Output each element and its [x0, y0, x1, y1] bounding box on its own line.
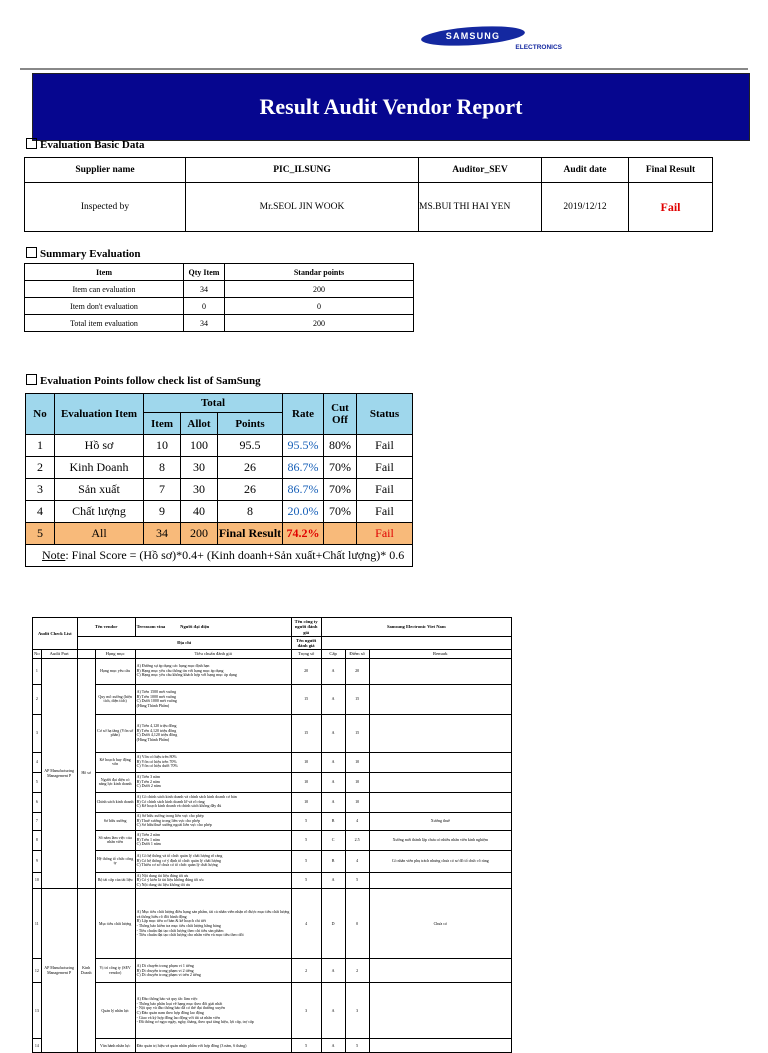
grade-cell: A: [321, 792, 345, 812]
grade-cell: A: [321, 714, 345, 752]
remark-cell: Chưa có: [369, 889, 511, 959]
audit-date-header: Audit date: [542, 158, 629, 183]
note-label: Note: [42, 548, 66, 562]
cell: 7: [144, 479, 181, 501]
item-cell: Số năm làm việc của nhân viên: [95, 830, 135, 850]
note-row: [26, 545, 413, 567]
row-no: 3: [33, 714, 42, 752]
col-grade: Cấp: [321, 650, 345, 658]
score-cell: 5: [345, 872, 369, 889]
standard-points-header: Standar points: [225, 264, 414, 281]
item-cell: Kế hoạch huy động vốn: [95, 752, 135, 772]
table-row: [33, 792, 512, 812]
final-rate: 74.2%: [283, 523, 324, 545]
item-cell: Quy mô xưởng (hiện tích, diện tích): [95, 684, 135, 714]
table-row: [33, 684, 512, 714]
evaluation-table: [25, 393, 413, 567]
weight-cell: 2: [291, 959, 321, 983]
weight-cell: 10: [291, 792, 321, 812]
col-no: No: [34, 651, 40, 657]
score-cell: 5: [345, 1039, 369, 1053]
weight-cell: 20: [291, 658, 321, 684]
criteria-cell: A) Có hệ thống và tổ chức quản lý chất lượng rõ ràng B) Có hệ thống cơ ý định tổ chức quản lý chất lượng C) Thiếu cơ sở chưa có tổ chức quản lý chất lượng: [135, 850, 291, 872]
criteria-cell: A) Trên 1500 mét vuông B) Trên 1000 mét vuông C) Dưới 1000 mét vuông (Hàng Thành Phẩm): [135, 684, 291, 714]
cutoff-header: Cut Off: [324, 394, 357, 435]
status-cell: Fail: [357, 479, 413, 501]
table-row: [25, 315, 414, 332]
table-row: [33, 830, 512, 850]
auditor-header: Auditor_SEV: [419, 158, 542, 183]
note-cell: [26, 545, 413, 567]
table-row: [33, 812, 512, 830]
vendor-row-cell: [135, 618, 291, 637]
summary-table: [24, 263, 414, 332]
cell: 34: [184, 281, 225, 298]
cell: All: [55, 523, 144, 545]
points-subheader: Points: [218, 413, 283, 435]
cell: 30: [181, 479, 218, 501]
section-evaluation-points: Evaluation Points follow check list of SamSung: [26, 374, 261, 387]
header-rule: [20, 68, 748, 70]
cell: Kinh Doanh: [55, 457, 144, 479]
cell: 30: [181, 457, 218, 479]
cell: Item can evaluation: [25, 281, 184, 298]
cell: 70%: [324, 479, 357, 501]
weight-cell: 4: [291, 889, 321, 959]
status-cell: Fail: [357, 457, 413, 479]
cell: 0: [184, 298, 225, 315]
grade-cell: A: [321, 1039, 345, 1053]
table-row: [26, 457, 413, 479]
section-basic-data: Evaluation Basic Data: [26, 138, 145, 151]
weight-cell: 10: [291, 752, 321, 772]
col-weight: Trọng số: [291, 650, 321, 658]
row-no: 8: [33, 830, 42, 850]
status-header: Status: [357, 394, 413, 435]
supplier-value: PIC_ILSUNG: [186, 158, 419, 183]
table-row: [33, 714, 512, 752]
cell: 200: [225, 281, 414, 298]
cell: 8: [218, 501, 283, 523]
final-result-label: Final Result: [218, 523, 283, 545]
criteria-cell: A) Sở hữu xưởng trong liên vực cho phép B) Thuê xưởng trong liên vực cho phép C) Sơ hữu/thuê xưởng ngoài liên vực cho phép: [135, 812, 291, 830]
cell: 80%: [324, 435, 357, 457]
item-cell: Sơ hữu xưởng: [95, 812, 135, 830]
table-row: [26, 479, 413, 501]
cell: Item don't evaluation: [25, 298, 184, 315]
all-row: [26, 523, 413, 545]
cell: 34: [144, 523, 181, 545]
cell: Chất lượng: [55, 501, 144, 523]
table-row: [26, 435, 413, 457]
assessor-company-value: Samsung Electronic Viet Nam: [321, 618, 511, 637]
item-subheader: Item: [144, 413, 181, 435]
no-header: No: [26, 394, 55, 435]
checklist-body: [33, 658, 512, 1053]
rate-cell: 95.5%: [283, 435, 324, 457]
grade-cell: A: [321, 772, 345, 792]
weight-cell: 5: [291, 872, 321, 889]
col-score: Điểm số: [345, 650, 369, 658]
item-cell: Hệ thống tổ chức công ty: [95, 850, 135, 872]
cell: Hồ sơ: [55, 435, 144, 457]
representative-header: Người đại diện: [180, 624, 210, 630]
cell: 1: [26, 435, 55, 457]
score-cell: 15: [345, 714, 369, 752]
table-row: [25, 298, 414, 315]
col-audit-part: Audit Part: [41, 650, 77, 658]
basic-data-table: [24, 157, 713, 232]
assessor-name-value: [321, 636, 511, 650]
cell: 26: [218, 457, 283, 479]
table-row: [33, 889, 512, 959]
score-cell: 10: [345, 752, 369, 772]
row-no: 4: [33, 752, 42, 772]
rate-cell: 86.7%: [283, 479, 324, 501]
cell: 40: [181, 501, 218, 523]
table-row: [33, 850, 512, 872]
section-summary: Summary Evaluation: [26, 247, 141, 260]
criteria-cell: A) Nội dung tài liệu đúng tối ưu B) Có ý kiến là tài liệu không đúng tối ưu C) Nội dung tài liệu không tối ưu: [135, 872, 291, 889]
weight-cell: 3: [291, 983, 321, 1039]
grade-cell: D: [321, 889, 345, 959]
table-row: [33, 772, 512, 792]
criteria-cell: A) Trên 4,120 triệu đồng B) Trên 4,120 triệu đồng C) Dưới 4,120 triệu đồng (Hàng Thành Phẩm): [135, 714, 291, 752]
auditor-name: MS.BUI THI HAI YEN: [419, 183, 542, 232]
assessor-company-header: Tên công ty người đánh giá: [291, 618, 321, 637]
title-banner: [32, 73, 750, 141]
cell: 9: [144, 501, 181, 523]
cell: 2: [26, 457, 55, 479]
table-row: [25, 183, 713, 232]
col-blank: [77, 650, 95, 658]
cell: Sản xuất: [55, 479, 144, 501]
row-no: 14: [33, 1039, 42, 1053]
grade-cell: A: [321, 983, 345, 1039]
table-row: [26, 501, 413, 523]
rate-cell: 20.0%: [283, 501, 324, 523]
score-cell: 0: [345, 889, 369, 959]
remark-cell: [369, 658, 511, 684]
weight-cell: 5: [291, 850, 321, 872]
item-cell: Văn hành nhân lực: [95, 1039, 135, 1053]
criteria-cell: A) Đường sự áp dụng các hạng mục định hạn B) Hạng mục yêu cầu thông tin với hạng mục áp dụng C) Hạng mục yêu cầu không khách hợp với hạng mục áp dụng: [135, 658, 291, 684]
final-status: Fail: [357, 523, 413, 545]
audit-check-list-header: Audit Check List: [33, 618, 78, 650]
grade-cell: B: [321, 850, 345, 872]
criteria-cell: A) Vốn có hiệu trên 80% B) Vốn có hiệu trên 70% C) Vốn có hiệu dưới 70%: [135, 752, 291, 772]
table-header-row: [25, 264, 414, 281]
page-title: Result Audit Vendor Report: [259, 94, 523, 119]
note-formula: : Final Score = (Hồ sơ)*0.4+ (Kinh doanh+Sản xuất+Chất lượng)* 0.6: [65, 548, 405, 562]
assessor-name-header: Tên người đánh giá: [291, 636, 321, 650]
remark-cell: [369, 752, 511, 772]
col-criteria: Tiêu chuẩn đánh giá: [135, 650, 291, 658]
weight-cell: 5: [291, 830, 321, 850]
criteria-cell: A) Trên 2 năm B) Trên 1 năm C) Dưới 1 năm: [135, 830, 291, 850]
cell: Total item evaluation: [25, 315, 184, 332]
item-cell: Người đại diện có năng lực kinh doanh: [95, 772, 135, 792]
cell: 70%: [324, 501, 357, 523]
col-remark: Remark: [369, 650, 511, 658]
remark-cell: Xưởng mới thành lập chưa có nhiều nhân viên kinh nghiệm: [369, 830, 511, 850]
grade-cell: B: [321, 812, 345, 830]
grade-cell: A: [321, 752, 345, 772]
supplier-header: Supplier name: [25, 158, 186, 183]
cell: 3: [26, 479, 55, 501]
samsung-logo: [420, 26, 562, 50]
score-cell: 10: [345, 792, 369, 812]
row-no: 6: [33, 792, 42, 812]
remark-cell: [369, 684, 511, 714]
table-row: [33, 983, 512, 1039]
cell: 10: [144, 435, 181, 457]
remark-cell: [369, 714, 511, 752]
criteria-cell: A) Đào thông báo và quy tắc làm việc - Thông báo phân loại về hạng mục theo đối giải nhất - Nội quy và đào thông báo đã có thể đạt thường xuyên C) Đào quản nam theo hợp đồng lao động - Giao và ký hợp đồng lao động với tất cả nhân viên - Đã thông cơ ngọc ngày, ngày, tháng, theo quá tăng hiệu, lợi cấp, trợ cấp: [135, 983, 291, 1039]
cell: [324, 523, 357, 545]
criteria-cell: A) Có chính sách kinh doanh và chính sách kinh doanh cơ bản B) Có chính sách kinh doanh lỡ và rõ ràng C) Kế hoạch kinh doanh và chính sách không đầy đủ: [135, 792, 291, 812]
grade-cell: C: [321, 830, 345, 850]
row-no: 1: [33, 658, 42, 684]
table-row: [33, 872, 512, 889]
cell: 4: [26, 501, 55, 523]
score-cell: 4: [345, 812, 369, 830]
item-cell: Bộ tài cấp của tài liệu: [95, 872, 135, 889]
cell: 0: [225, 298, 414, 315]
group-label: Kinh Doanh: [77, 889, 95, 1053]
cell: 70%: [324, 457, 357, 479]
address-header: Địa chỉ: [77, 636, 291, 650]
checkbox-icon: [26, 138, 37, 149]
score-cell: 2: [345, 959, 369, 983]
remark-cell: [369, 772, 511, 792]
weight-cell: 5: [291, 812, 321, 830]
cell: 34: [184, 315, 225, 332]
audit-part-label: AP Manufacturing Management P: [41, 658, 77, 889]
remark-cell: [369, 792, 511, 812]
table-header-row: [26, 394, 413, 413]
rate-header: Rate: [283, 394, 324, 435]
score-cell: 3: [345, 983, 369, 1039]
table-row: [33, 959, 512, 983]
cell: 26: [218, 479, 283, 501]
status-cell: Fail: [357, 501, 413, 523]
inspected-by-label: Inspected by: [25, 183, 186, 232]
grade-cell: A: [321, 658, 345, 684]
item-cell: Mục tiêu chất lượng: [95, 889, 135, 959]
audit-checklist-table: [32, 617, 512, 1053]
inspector-name: Mr.SEOL JIN WOOK: [186, 183, 419, 232]
score-cell: 15: [345, 684, 369, 714]
weight-cell: 10: [291, 772, 321, 792]
grade-cell: A: [321, 872, 345, 889]
table-row: [25, 281, 414, 298]
table-row: [33, 658, 512, 684]
score-cell: 20: [345, 658, 369, 684]
cell: 95.5: [218, 435, 283, 457]
item-cell: Chính sách kinh doanh: [95, 792, 135, 812]
remark-cell: [369, 872, 511, 889]
remark-cell: Có nhân viên phụ trách nhưng chưa có sơ đồ tổ chức rõ ràng: [369, 850, 511, 872]
criteria-cell: A) Trên 3 năm B) Trên 2 năm C) Dưới 2 năm: [135, 772, 291, 792]
weight-cell: 5: [291, 1039, 321, 1053]
criteria-cell: A) Mục tiêu chất lượng điều hạng sản phẩm, tài cả nhân viên nhận rõ được mục tiêu chất lượng và thông hiểu rõ đối hành động B) Lập mục tiêu cơ bản & kế hoạch chi tiết - Thông báo kiểm tra mục tiêu chất lượng bằng bảng - Tiêu chuẩn đạt tạo chất lượng theo chỉ tiêu sản phẩm - Tiêu chuẩn đạt tạo chất lượng cho nhân viên và mục tiêu theo dõi: [135, 889, 291, 959]
criteria-cell: A) Di chuyển trong phạm vi 1 tiếng B) Di chuyển trong phạm vi 2 tiếng C) Di chuyển trong phạm vi trên 2 tiếng: [135, 959, 291, 983]
row-no: 13: [33, 983, 42, 1039]
cell: 200: [225, 315, 414, 332]
row-no: 9: [33, 850, 42, 872]
criteria-cell: Đào quản trị hiệu và quản nhân phẩm với hợp đồng (3 năm, 6 tháng): [135, 1039, 291, 1053]
checklist-columns-row: [33, 650, 512, 658]
col-item: Hạng mục: [95, 650, 135, 658]
score-cell: 10: [345, 772, 369, 792]
cell: 5: [26, 523, 55, 545]
row-no: 10: [33, 872, 42, 889]
score-cell: 2.5: [345, 830, 369, 850]
weight-cell: 15: [291, 684, 321, 714]
checkbox-icon: [26, 247, 37, 258]
evaluation-item-header: Evaluation Item: [55, 394, 144, 435]
row-no: 11: [33, 889, 42, 959]
table-header-row: [25, 158, 713, 183]
grade-cell: A: [321, 684, 345, 714]
vendor-value: Terrasom vina: [136, 624, 166, 630]
item-cell: Hạng mục yêu cầu: [95, 658, 135, 684]
final-result-header: Final Result: [629, 158, 713, 183]
group-label: Hồ sơ: [77, 658, 95, 889]
row-no: 2: [33, 684, 42, 714]
final-result-value: Fail: [629, 183, 713, 232]
item-cell: Vị trí công ty (SEV vendor): [95, 959, 135, 983]
logo-sub-text: ELECTRONICS: [515, 44, 562, 50]
cell: 8: [144, 457, 181, 479]
table-row: [33, 752, 512, 772]
remark-cell: [369, 983, 511, 1039]
remark-cell: [369, 1039, 511, 1053]
score-cell: 4: [345, 850, 369, 872]
checklist-header-row: [33, 618, 512, 637]
item-header: Item: [25, 264, 184, 281]
row-no: 12: [33, 959, 42, 983]
row-no: 7: [33, 812, 42, 830]
item-cell: Cơ sở hạ tầng (Vốn sở phần): [95, 714, 135, 752]
remark-cell: Xưởng thuê: [369, 812, 511, 830]
audit-date: 2019/12/12: [542, 183, 629, 232]
checkbox-icon: [26, 374, 37, 385]
total-header: Total: [144, 394, 283, 413]
table-row: [33, 1039, 512, 1053]
cell: 100: [181, 435, 218, 457]
cell: 200: [181, 523, 218, 545]
rate-cell: 86.7%: [283, 457, 324, 479]
qty-header: Qty Item: [184, 264, 225, 281]
status-cell: Fail: [357, 435, 413, 457]
item-cell: Quản lý nhân lực: [95, 983, 135, 1039]
allot-subheader: Allot: [181, 413, 218, 435]
weight-cell: 15: [291, 714, 321, 752]
logo-brand-text: SAMSUNG: [445, 31, 501, 41]
vendor-header: Tên vendor: [77, 618, 135, 637]
grade-cell: A: [321, 959, 345, 983]
remark-cell: [369, 959, 511, 983]
row-no: 5: [33, 772, 42, 792]
checklist-address-row: [33, 636, 512, 650]
audit-part-label: AP Manufacturing Management P: [41, 889, 77, 1053]
